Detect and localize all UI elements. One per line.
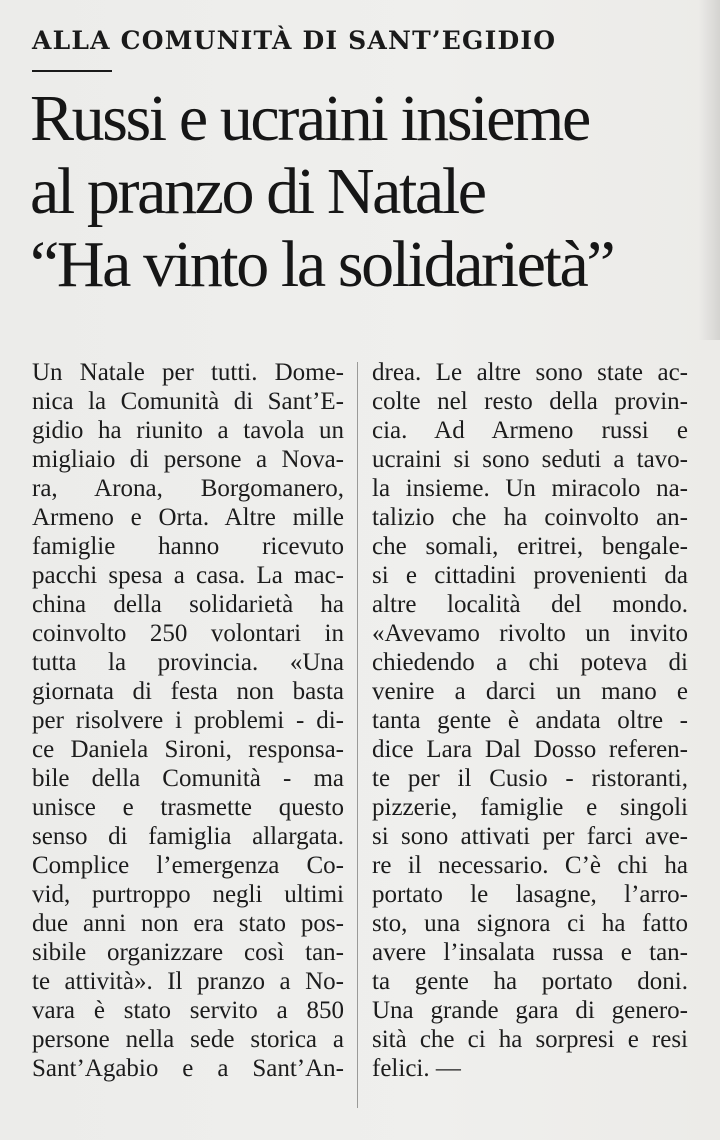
body-line: dice Lara Dal Dosso referen- [372, 736, 688, 763]
body-line: che somali, eritrei, bengale- [372, 533, 688, 560]
headline-line-2: al pranzo di Natale [30, 155, 485, 228]
body-line: sità che ci ha sorpresi e resi [372, 1026, 688, 1053]
article-body-left-column [32, 358, 344, 1083]
body-line: colte nel resto della provin- [372, 388, 688, 415]
body-line: te per il Cusio - ristoranti, [372, 765, 688, 792]
body-line: si sono attivati per farci ave- [372, 823, 688, 850]
body-line: la insieme. Un miracolo na- [372, 475, 688, 502]
body-line: due anni non era stato pos- [32, 910, 344, 937]
headline-line-3: “Ha vinto la solidarietà” [30, 228, 614, 301]
column-divider [357, 362, 358, 1108]
body-line: ucraini si sono seduti a tavo- [372, 446, 688, 473]
body-line: vara è stato servito a 850 [32, 997, 344, 1024]
body-line: Una grande gara di genero- [372, 997, 688, 1024]
body-line: per risolvere i problemi - di- [32, 707, 344, 734]
kicker-rule [32, 70, 112, 72]
article-kicker: ALLA COMUNITÀ DI SANT’EGIDIO [32, 26, 557, 55]
body-line: Armeno e Orta. Altre mille [32, 504, 344, 531]
body-line: coinvolto 250 volontari in [32, 620, 344, 647]
body-line: Un Natale per tutti. Dome- [32, 359, 344, 386]
article-body-right-column [372, 358, 688, 1083]
body-line: migliaio di persone a Nova- [32, 446, 344, 473]
body-line: china della solidarietà ha [32, 591, 344, 618]
body-line: pacchi spesa a casa. La mac- [32, 562, 344, 589]
body-line: sto, una signora ci ha fatto [372, 910, 688, 937]
body-line: ra, Arona, Borgomanero, [32, 475, 344, 502]
body-line: Complice l’emergenza Co- [32, 852, 344, 879]
body-line: unisce e trasmette questo [32, 794, 344, 821]
body-line: sibile organizzare così tan- [32, 939, 344, 966]
body-line: venire a darci un mano e [372, 678, 688, 705]
body-line: te attività». Il pranzo a No- [32, 968, 344, 995]
body-line: tanta gente è andata oltre - [372, 707, 688, 734]
headline-line-1: Russi e ucraini insieme [30, 82, 589, 155]
body-line: talizio che ha coinvolto an- [372, 504, 688, 531]
body-line: felici. — [372, 1055, 461, 1082]
body-line: gidio ha riunito a tavola un [32, 417, 344, 444]
body-line: cia. Ad Armeno russi e [372, 417, 688, 444]
body-line: «Avevamo rivolto un invito [372, 620, 688, 647]
body-line: bile della Comunità - ma [32, 765, 344, 792]
body-line: tutta la provincia. «Una [32, 649, 344, 676]
article-headline [30, 82, 700, 301]
body-line: senso di famiglia allargata. [32, 823, 344, 850]
body-line: ce Daniela Sironi, responsa- [32, 736, 344, 763]
body-line: drea. Le altre sono state ac- [372, 359, 688, 386]
body-line: re il necessario. C’è chi ha [372, 852, 688, 879]
body-line: chiedendo a chi poteva di [372, 649, 688, 676]
body-line: famiglie hanno ricevuto [32, 533, 344, 560]
body-line: giornata di festa non basta [32, 678, 344, 705]
body-line: Sant’Agabio e a Sant’An- [32, 1055, 344, 1082]
body-line: pizzerie, famiglie e singoli [372, 794, 688, 821]
body-line: avere l’insalata russa e tan- [372, 939, 688, 966]
body-line: portato le lasagne, l’arro- [372, 881, 688, 908]
page-fold-shadow [698, 0, 720, 340]
body-line: ta gente ha portato doni. [372, 968, 688, 995]
body-line: si e cittadini provenienti da [372, 562, 688, 589]
body-line: nica la Comunità di Sant’E- [32, 388, 344, 415]
body-line: vid, purtroppo negli ultimi [32, 881, 344, 908]
body-line: persone nella sede storica a [32, 1026, 344, 1053]
body-line: altre località del mondo. [372, 591, 688, 618]
